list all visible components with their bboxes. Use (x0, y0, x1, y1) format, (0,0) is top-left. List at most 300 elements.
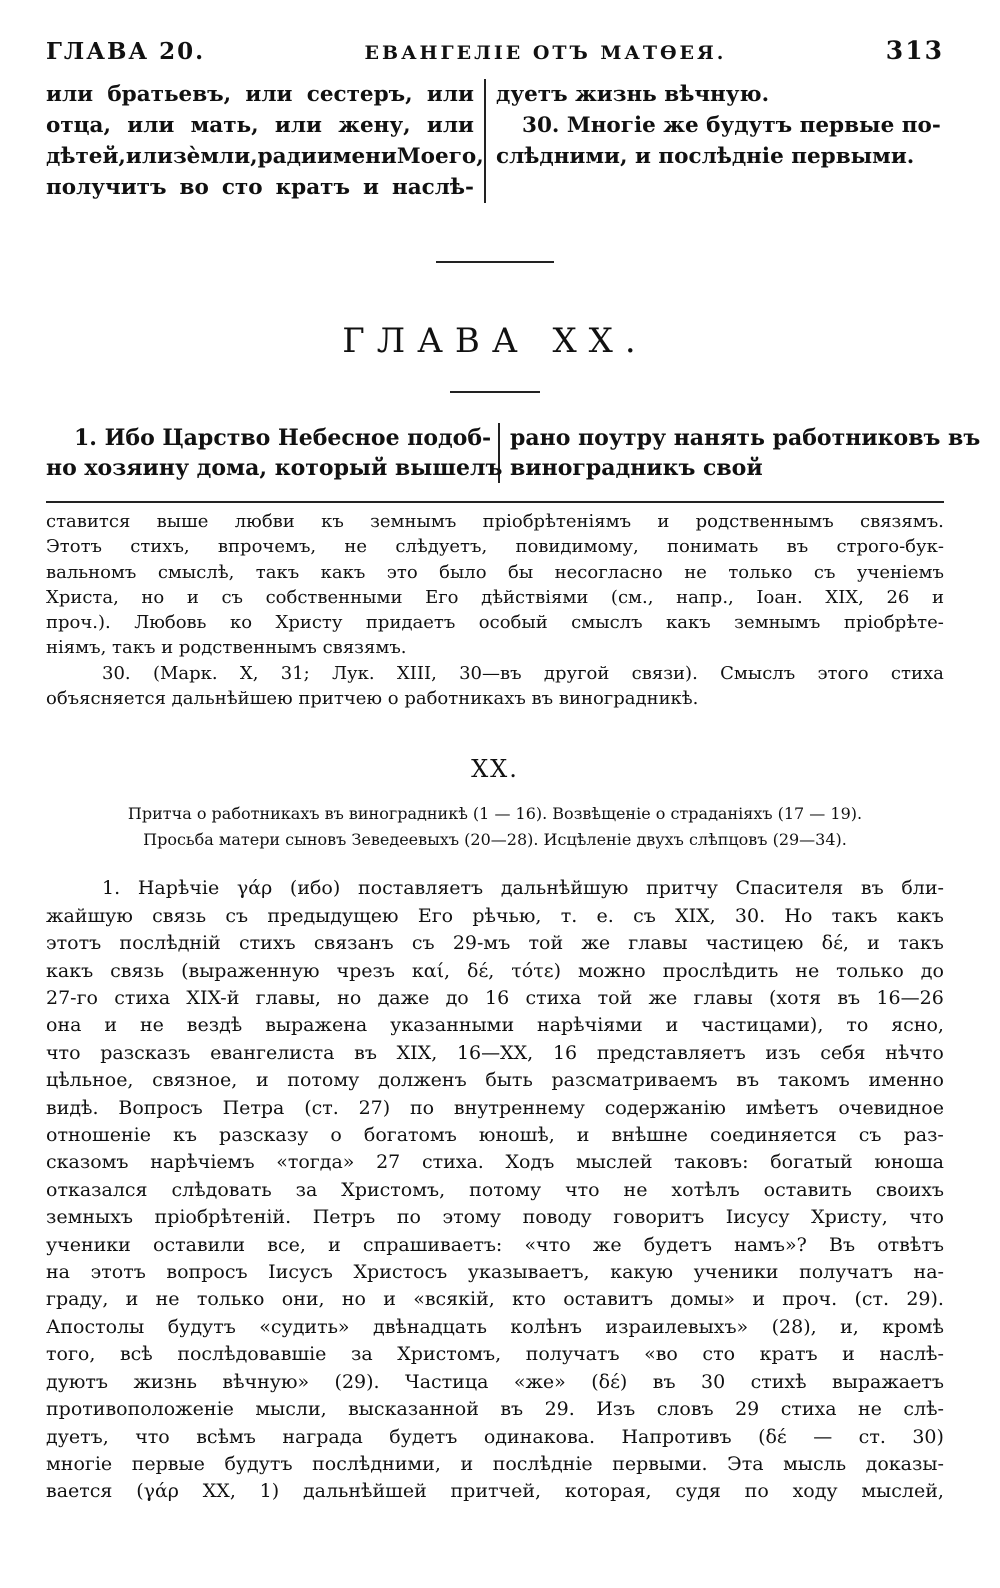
word: и (328, 1233, 341, 1256)
word: долженъ (378, 1069, 467, 1092)
word: какъ (896, 904, 944, 927)
word: 29). (906, 1288, 944, 1311)
word: 1. (102, 877, 121, 900)
word: за (295, 1178, 318, 1201)
word: первые (131, 1452, 205, 1475)
word: 30 (700, 1370, 726, 1393)
commentary-line (46, 560, 944, 585)
word: смыслъ (571, 612, 643, 634)
word: притчу (646, 877, 718, 900)
word: «тогда» (276, 1151, 355, 1174)
word: вопросъ (166, 1261, 248, 1284)
word: и (362, 175, 379, 200)
word: или (127, 113, 175, 138)
word: связное, (152, 1069, 238, 1092)
word: — (813, 1425, 833, 1448)
word: вездѣ (186, 1014, 243, 1037)
word: къ (321, 511, 344, 532)
word: изъ (765, 1041, 801, 1064)
word: стиха (114, 987, 171, 1009)
word: не (684, 561, 707, 583)
word: не (858, 1398, 882, 1421)
word: доказы- (865, 1452, 944, 1475)
word: этого (817, 662, 869, 684)
word: не (155, 1288, 180, 1311)
word: главы, (255, 987, 321, 1009)
word: она (46, 1014, 82, 1037)
word: по (744, 1480, 769, 1503)
word: послѣдніе (492, 1452, 593, 1475)
word: 16—XX, (456, 1041, 534, 1064)
word: X, (239, 662, 259, 684)
word: проч.). (46, 612, 111, 634)
word: и (867, 932, 880, 955)
word: связи). (631, 662, 698, 684)
verse-line: но хозяину дома, который вышелъ (46, 455, 503, 481)
word: стиха (780, 1398, 837, 1421)
body-line (46, 903, 944, 930)
word: земнымъ (734, 612, 821, 634)
word: мыслей, (861, 1480, 944, 1503)
word: жену, (338, 113, 411, 138)
word: послѣдовавшіе (177, 1343, 327, 1366)
body-line (46, 1478, 944, 1505)
verse-line (46, 172, 474, 203)
word: раз- (903, 1124, 944, 1147)
word: дѣтей, (46, 144, 126, 169)
word: жизнь (133, 1370, 197, 1393)
word: и, (840, 1315, 859, 1338)
commentary-line: ніямъ, такъ и родственнымъ связямъ. (46, 637, 407, 659)
word: 30. (734, 904, 766, 927)
word: земныхъ (46, 1206, 133, 1229)
word: (28), (771, 1315, 817, 1338)
word: потому (469, 1178, 542, 1201)
commentary-line (46, 585, 944, 610)
body-line (46, 1067, 944, 1094)
verse-line: дуетъ жизнь вѣчную. (496, 82, 770, 107)
word: т. (560, 904, 578, 927)
word: вѣчную» (222, 1370, 310, 1393)
word: связанъ (313, 932, 394, 955)
word: Смыслъ (720, 662, 796, 684)
word: 16—26 (876, 987, 944, 1009)
word: на- (913, 1261, 944, 1284)
word: несогласно (554, 561, 663, 583)
word: XIX, (825, 586, 864, 608)
body-line (46, 930, 944, 957)
word: (см., (610, 586, 654, 608)
word: Іисусъ (268, 1261, 333, 1284)
word: и (576, 1124, 590, 1147)
word: этому (442, 1206, 502, 1229)
word: мысли, (255, 1398, 327, 1421)
word: особый (478, 612, 548, 634)
word: XIX, (675, 904, 716, 927)
word: кратъ (759, 1343, 818, 1366)
word: нарѣчіями (537, 1014, 643, 1037)
word: по (409, 1096, 435, 1119)
section-heading: XX. (471, 755, 519, 784)
word: что (565, 1178, 600, 1201)
word: рѣчью, (472, 904, 542, 927)
word: наслѣ- (879, 1343, 944, 1366)
word: (δέ (758, 1425, 787, 1448)
word: только (728, 561, 793, 583)
word: стиха (525, 987, 582, 1009)
word: Христомъ, (341, 1178, 446, 1201)
commentary-body (46, 875, 944, 1505)
word: притчей, (450, 1480, 542, 1503)
word: то (846, 1014, 869, 1037)
word: и (125, 1288, 139, 1311)
word: отца, (46, 113, 111, 138)
word: любви (234, 511, 295, 532)
word: въ (652, 1370, 676, 1393)
body-line (46, 1204, 944, 1231)
word: 29. (544, 1398, 575, 1421)
word: Христу, (811, 1206, 888, 1229)
word: хотѣлъ (671, 1178, 740, 1201)
body-line (46, 1341, 944, 1368)
word: Нарѣчіе (137, 877, 220, 900)
word: или (245, 82, 293, 107)
word: стихъ, (130, 536, 190, 558)
word: пріобрѣтеніямъ (482, 511, 632, 532)
word: получатъ (525, 1343, 620, 1366)
word: ходу (792, 1480, 838, 1503)
word: частицею (705, 932, 804, 955)
word: но (341, 1288, 366, 1311)
word: понимать (666, 536, 759, 558)
word: мыслей (575, 1151, 653, 1174)
word: жайшую (46, 904, 133, 927)
word: е. (596, 904, 614, 927)
word: вается (46, 1480, 113, 1503)
word: какъ (666, 612, 711, 634)
word: бли- (901, 877, 944, 900)
commentary-line (46, 661, 944, 686)
word: за (351, 1343, 373, 1366)
word: не (139, 1014, 164, 1037)
word: XX, (202, 1480, 236, 1503)
word: дѣйствіями (481, 586, 589, 608)
word: Напротивъ (621, 1425, 732, 1448)
running-head-book-title: ЕВАНГЕЛІЕ ОТЪ МАТѲЕЯ. (364, 42, 727, 64)
word: очевидное (838, 1096, 944, 1119)
word: словъ (656, 1398, 714, 1421)
word: той (528, 932, 564, 955)
word: 16 (485, 987, 510, 1009)
word: сто (702, 1343, 736, 1366)
chapter-verses-left-column (46, 423, 503, 483)
word: ставится (46, 511, 131, 532)
word: мысль (783, 1452, 847, 1475)
body-line (46, 1012, 944, 1039)
word: послѣдними, (312, 1452, 441, 1475)
commentary-separator-rule (46, 501, 944, 503)
body-line (46, 1451, 944, 1478)
word: связь (152, 904, 207, 927)
word: только (196, 1288, 265, 1311)
word: 1) (259, 1480, 280, 1503)
word: предыдущею (267, 904, 399, 927)
verse-line (46, 141, 484, 172)
word: съ (813, 561, 836, 583)
word: какую (610, 1261, 673, 1284)
word: въ (786, 536, 809, 558)
word: будутъ (167, 1315, 236, 1338)
word: 16 (552, 1041, 578, 1064)
word: Этотъ (46, 536, 102, 558)
word: же (592, 1233, 622, 1256)
word: ради (257, 144, 317, 169)
word: двѣнадцать (373, 1315, 487, 1338)
word: указываетъ, (467, 1261, 590, 1284)
chapter-title-underline (450, 391, 540, 393)
word: до (445, 987, 469, 1009)
word: къ (173, 1124, 197, 1147)
word: собственными (265, 586, 403, 608)
word: дуютъ (46, 1370, 109, 1393)
word: «что (524, 1233, 571, 1256)
word: «судить» (259, 1315, 350, 1338)
word: ст. (858, 1425, 886, 1448)
word: зѐмли, (172, 144, 258, 169)
word: домы» (670, 1288, 736, 1311)
word: Изъ (596, 1398, 636, 1421)
word: можно (577, 959, 646, 982)
word: и (255, 1069, 269, 1092)
word: какъ (46, 959, 94, 982)
word: многіе (46, 1452, 113, 1475)
word: δέ, (467, 959, 495, 982)
word: Петръ (312, 1206, 376, 1229)
word: Вопросъ (118, 1096, 203, 1119)
verse-line (46, 110, 474, 141)
previous-verses (46, 79, 944, 203)
word: во (179, 175, 209, 200)
word: и (186, 586, 199, 608)
verse-line: виноградникъ свой (510, 455, 763, 481)
word: они, (281, 1288, 325, 1311)
word: поставляетъ (357, 877, 484, 900)
word: евангелиста (210, 1041, 335, 1064)
body-line (46, 1095, 944, 1122)
word: 27 (376, 1151, 401, 1174)
chapter-verses-right-column (500, 423, 980, 483)
verse-line: 30. Многіе же будутъ первые по- (522, 113, 941, 138)
word: что (135, 1425, 170, 1448)
word: отвѣтъ (877, 1233, 944, 1256)
word: до (920, 959, 944, 982)
word: но (337, 987, 362, 1009)
word: будутъ (224, 1452, 293, 1475)
word: разсказу (219, 1124, 309, 1147)
word: ученики (693, 1261, 779, 1284)
word: первыми. (612, 1452, 708, 1475)
word: внѣшне (611, 1124, 688, 1147)
word: указанными (390, 1014, 515, 1037)
word: связямъ. (859, 511, 944, 532)
word: дуетъ, (46, 1425, 109, 1448)
word: Спасителя (735, 877, 844, 900)
word: этотъ (46, 932, 102, 955)
word: сто (221, 175, 263, 200)
body-line (46, 958, 944, 985)
word: представляетъ (596, 1041, 746, 1064)
word: отказался (46, 1178, 148, 1201)
word: получатъ (799, 1261, 893, 1284)
word: главы (628, 932, 688, 955)
word: Петра (222, 1096, 285, 1119)
word: 31; (280, 662, 310, 684)
word: вальномъ (46, 561, 137, 583)
summary-line: Притча о работникахъ въ виноградникѣ (1 — 16). Возвѣщеніе о страданіяхъ (17 — 19). (127, 804, 863, 824)
word: 27-го (46, 987, 98, 1009)
word: разсказъ (100, 1041, 191, 1064)
word: цѣльное, (46, 1069, 134, 1092)
word: но (141, 586, 165, 608)
word: богатый (770, 1151, 853, 1174)
verse-line (46, 79, 474, 110)
body-line (46, 1369, 944, 1396)
word: или (426, 82, 474, 107)
word: кто (512, 1288, 546, 1311)
word: Эта (727, 1452, 764, 1475)
word: что (909, 1206, 944, 1229)
word: юношѣ, (478, 1124, 555, 1147)
running-head-chapter: ГЛАВА 20. (46, 38, 206, 65)
page-number: 313 (885, 36, 944, 65)
word: καί, (411, 959, 451, 982)
word: или (426, 113, 474, 138)
body-line (46, 1286, 944, 1313)
word: такъ (898, 932, 944, 955)
word: выражаетъ (832, 1370, 944, 1393)
word: дальнѣйшей (302, 1480, 427, 1503)
word: высказанной (348, 1398, 479, 1421)
word: въ (837, 987, 861, 1009)
word: было (439, 561, 487, 583)
word: послѣдній (119, 932, 221, 955)
word: противоположеніе (46, 1398, 234, 1421)
word: 26 (886, 586, 910, 608)
word: слѣдовать (171, 1178, 272, 1201)
word: 30—въ (459, 662, 522, 684)
word: другой (543, 662, 610, 684)
body-line (46, 875, 944, 902)
word: Любовь (134, 612, 207, 634)
word: быть (485, 1069, 533, 1092)
word: γάρ (236, 877, 273, 900)
word: по (396, 1206, 421, 1229)
word: имѣетъ (745, 1096, 819, 1119)
verse-line: рано поутру нанять работниковъ въ (510, 425, 981, 451)
word: нарѣчіемъ (150, 1151, 255, 1174)
word: видѣ. (46, 1096, 99, 1119)
body-line (46, 1177, 944, 1204)
word: прослѣдить (662, 959, 779, 982)
word: (δέ) (591, 1370, 628, 1393)
body-line (46, 1122, 944, 1149)
body-line (46, 1259, 944, 1286)
word: Его (425, 586, 459, 608)
word: напр., (676, 586, 734, 608)
word: 27) (358, 1096, 391, 1119)
chapter-summary (46, 801, 944, 853)
word: только (836, 959, 904, 982)
word: XIX-й (186, 987, 240, 1009)
word: (ст. (854, 1288, 890, 1311)
word: (γάρ (136, 1480, 179, 1503)
word: Моего, (396, 144, 484, 169)
word: ко (229, 612, 253, 634)
word: выше (156, 511, 209, 532)
word: 30) (912, 1425, 944, 1448)
word: внутреннему (453, 1096, 585, 1119)
body-line (46, 1040, 944, 1067)
word: Лук. (332, 662, 375, 684)
word: всѣмъ (196, 1425, 256, 1448)
previous-verses-right-column (486, 79, 944, 203)
word: Христосъ (353, 1261, 448, 1284)
word: 29 (735, 1398, 760, 1421)
word: такъ (255, 561, 300, 583)
word: связь (110, 959, 165, 982)
word: ясно, (891, 1014, 944, 1037)
word: съ (225, 904, 249, 927)
word: отношеніе (46, 1124, 151, 1147)
word: судя (675, 1480, 721, 1503)
verse-line: 1. Ибо Царство Небесное подоб- (74, 425, 492, 451)
word: оставить (763, 1178, 852, 1201)
word: τότε) (511, 959, 561, 982)
word: смыслѣ, (157, 561, 235, 583)
word: таковъ: (674, 1151, 749, 1174)
commentary-line: объясняется дальнѣйшею притчею о работникахъ въ виноградникѣ. (46, 688, 699, 710)
word: граду, (46, 1288, 109, 1311)
body-line (46, 1232, 944, 1259)
word: Въ (828, 1233, 856, 1256)
word: соединяется (709, 1124, 837, 1147)
word: или (274, 113, 322, 138)
word: же (648, 987, 678, 1009)
word: стихъ (239, 932, 296, 955)
word: такомъ (777, 1069, 850, 1092)
commentary-line (46, 534, 944, 559)
word: Но (784, 904, 813, 927)
word: разсматриваемъ (551, 1069, 718, 1092)
body-line (46, 985, 944, 1012)
chapter-divider-rule (436, 261, 554, 263)
verse-line: слѣдними, и послѣдніе первыми. (496, 144, 915, 169)
word: получитъ (46, 175, 167, 200)
word: этотъ (90, 1261, 146, 1284)
word: будетъ (389, 1425, 458, 1448)
word: съ (221, 586, 243, 608)
word: и (657, 511, 670, 532)
word: такъ (831, 904, 878, 927)
word: и (931, 586, 944, 608)
word: кромѣ (882, 1315, 944, 1338)
word: придаетъ (365, 612, 456, 634)
word: Христомъ, (397, 1343, 502, 1366)
word: той (597, 987, 633, 1009)
word: ученики (46, 1233, 131, 1256)
word: (Марк. (152, 662, 218, 684)
word: сказомъ (46, 1151, 129, 1174)
